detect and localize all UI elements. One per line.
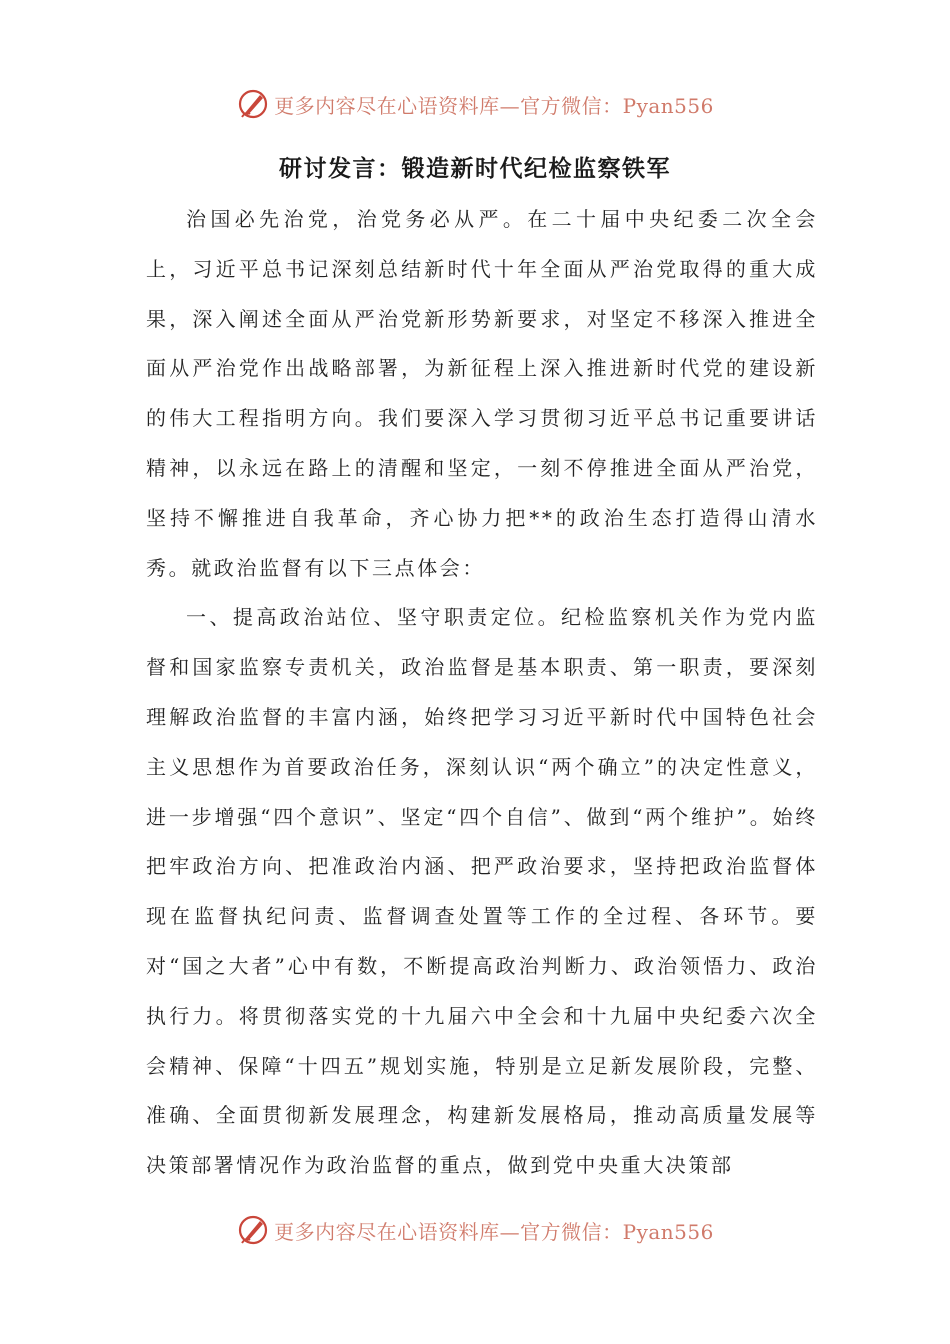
quill-pen-logo-icon <box>236 87 270 121</box>
quill-pen-logo-icon <box>236 1213 270 1247</box>
document-title: 研讨发言：锻造新时代纪检监察铁军 <box>279 155 671 182</box>
footer-watermark-banner <box>0 1210 950 1250</box>
paragraph-intro: 治国必先治党，治党务必从严。在二十届中央纪委二次全会上，习近平总书记深刻总结新时代十年全面从严治党取得的重大成果，深入阐述全面从严治党新形势新要求，对坚定不移深入推进全面从严治党作出战略部署，为新征程上深入推进新时代党的建设新的伟大工程指明方向。我们要深入学习贯彻习近平总书记重要讲话精神，以永远在路上的清醒和坚定，一刻不停推进全面从严治党，坚持不懈推进自我革命，齐心协力把**的政治生态打造得山清水秀。就政治监督有以下三点体会： <box>146 207 818 580</box>
watermark-text: 更多内容尽在心语资料库—官方微信：Pyan556 <box>274 93 714 118</box>
document-body <box>146 195 818 1191</box>
header-watermark-banner <box>0 84 950 124</box>
paragraph-point-one: 一、提高政治站位、坚守职责定位。纪检监察机关作为党内监督和国家监察专责机关，政治监督是基本职责、第一职责，要深刻理解政治监督的丰富内涵，始终把学习习近平新时代中国特色社会主义思想作为首要政治任务，深刻认识“两个确立”的决定性意义，进一步增强“四个意识”、坚定“四个自信”、做到“两个维护”。始终把牢政治方向、把准政治内涵、把严政治要求，坚持把政治监督体现在监督执纪问责、监督调查处置等工作的全过程、各环节。要对“国之大者”心中有数，不断提高政治判断力、政治领悟力、政治执行力。将贯彻落实党的十九届六中全会和十九届中央纪委六次全会精神、保障“十四五”规划实施，特别是立足新发展阶段，完整、准确、全面贯彻新发展理念，构建新发展格局，推动高质量发展等决策部署情况作为政治监督的重点，做到党中央重大决策部 <box>146 605 818 1178</box>
watermark-text: 更多内容尽在心语资料库—官方微信：Pyan556 <box>274 1219 714 1244</box>
